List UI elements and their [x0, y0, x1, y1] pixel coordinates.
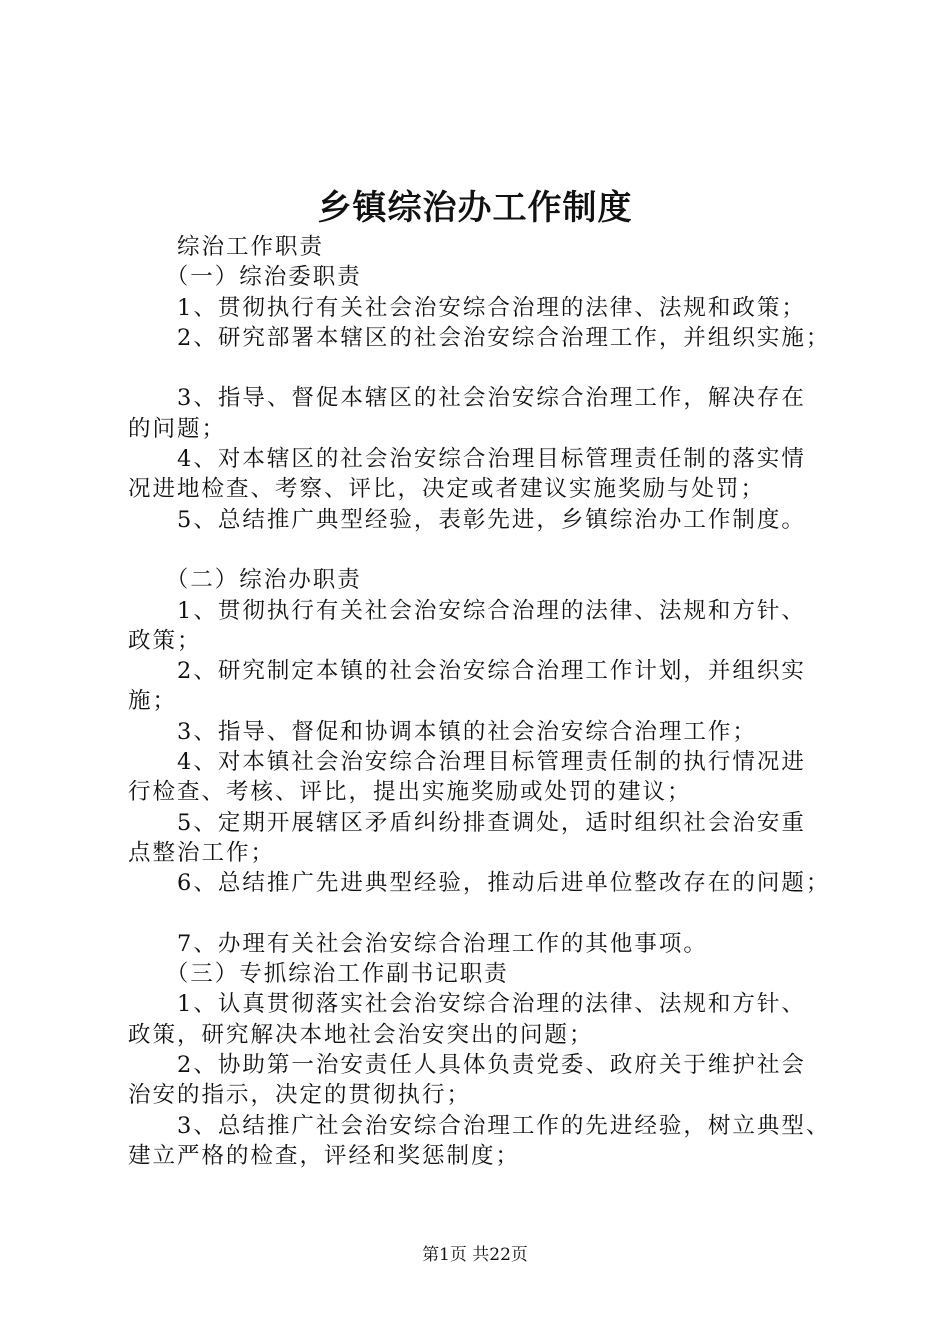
paragraph-line: 4、对本镇社会治安综合治理目标管理责任制的执行情况进: [128, 749, 806, 776]
paragraph-line: 的问题；: [128, 415, 227, 442]
paragraph-line: 6、总结推广先进典型经验，推动后进单位整改存在的问题；: [128, 870, 831, 897]
document-body: [128, 232, 848, 1171]
paragraph-line: 2、研究部署本辖区的社会治安综合治理工作，并组织实施；: [128, 324, 831, 351]
paragraph-line: 政策；: [128, 627, 202, 654]
subsection-heading: （二）综治办职责: [128, 567, 362, 594]
paragraph-line: 1、贯彻执行有关社会治安综合治理的法律、法规和政策；: [128, 294, 806, 321]
paragraph-line: 5、定期开展辖区矛盾纠纷排查调处，适时组织社会治安重: [128, 809, 806, 836]
blank-line: [128, 535, 848, 565]
subsection-heading: （一）综治委职责: [128, 264, 362, 291]
paragraph-line: 4、对本辖区的社会治安综合治理目标管理责任制的落实情: [128, 446, 806, 473]
paragraph-line: 行检查、考核、评比，提出实施奖励或处罚的建议；: [128, 779, 692, 806]
paragraph-line: 治安的指示，决定的贯彻执行；: [128, 1082, 472, 1109]
section-heading: 综治工作职责: [128, 234, 325, 260]
page-number-footer: 第1页 共22页: [422, 1245, 528, 1265]
paragraph-line: 5、总结推广典型经验，表彰先进，乡镇综治办工作制度。: [128, 506, 806, 533]
paragraph-line: 施；: [128, 688, 178, 715]
blank-line: [128, 353, 848, 383]
subsection-heading: （三）专抓综治工作副书记职责: [128, 961, 509, 988]
paragraph-line: 3、指导、督促和协调本镇的社会治安综合治理工作；: [128, 718, 757, 745]
paragraph-line: 1、贯彻执行有关社会治安综合治理的法律、法规和方针、: [128, 597, 806, 624]
paragraph-line: 1、认真贯彻落实社会治安综合治理的法律、法规和方针、: [128, 991, 806, 1018]
paragraph-line: 政策，研究解决本地社会治安突出的问题；: [128, 1021, 594, 1048]
paragraph-line: 2、研究制定本镇的社会治安综合治理工作计划，并组织实: [128, 658, 806, 685]
paragraph-line: 3、总结推广社会治安综合治理工作的先进经验，树立典型、: [128, 1112, 831, 1139]
paragraph-line: 7、办理有关社会治安综合治理工作的其他事项。: [128, 930, 708, 957]
blank-line: [128, 899, 848, 929]
paragraph-line: 2、协助第一治安责任人具体负责党委、政府关于维护社会: [128, 1052, 806, 1079]
paragraph-line: 建立严格的检查，评经和奖惩制度；: [128, 1142, 521, 1169]
document-title: 乡镇综治办工作制度: [317, 188, 633, 228]
paragraph-line: 点整治工作；: [128, 839, 276, 866]
paragraph-line: 3、指导、督促本辖区的社会治安综合治理工作，解决存在: [128, 385, 806, 412]
paragraph-line: 况进地检查、考察、评比，决定或者建议实施奖励与处罚；: [128, 476, 766, 503]
